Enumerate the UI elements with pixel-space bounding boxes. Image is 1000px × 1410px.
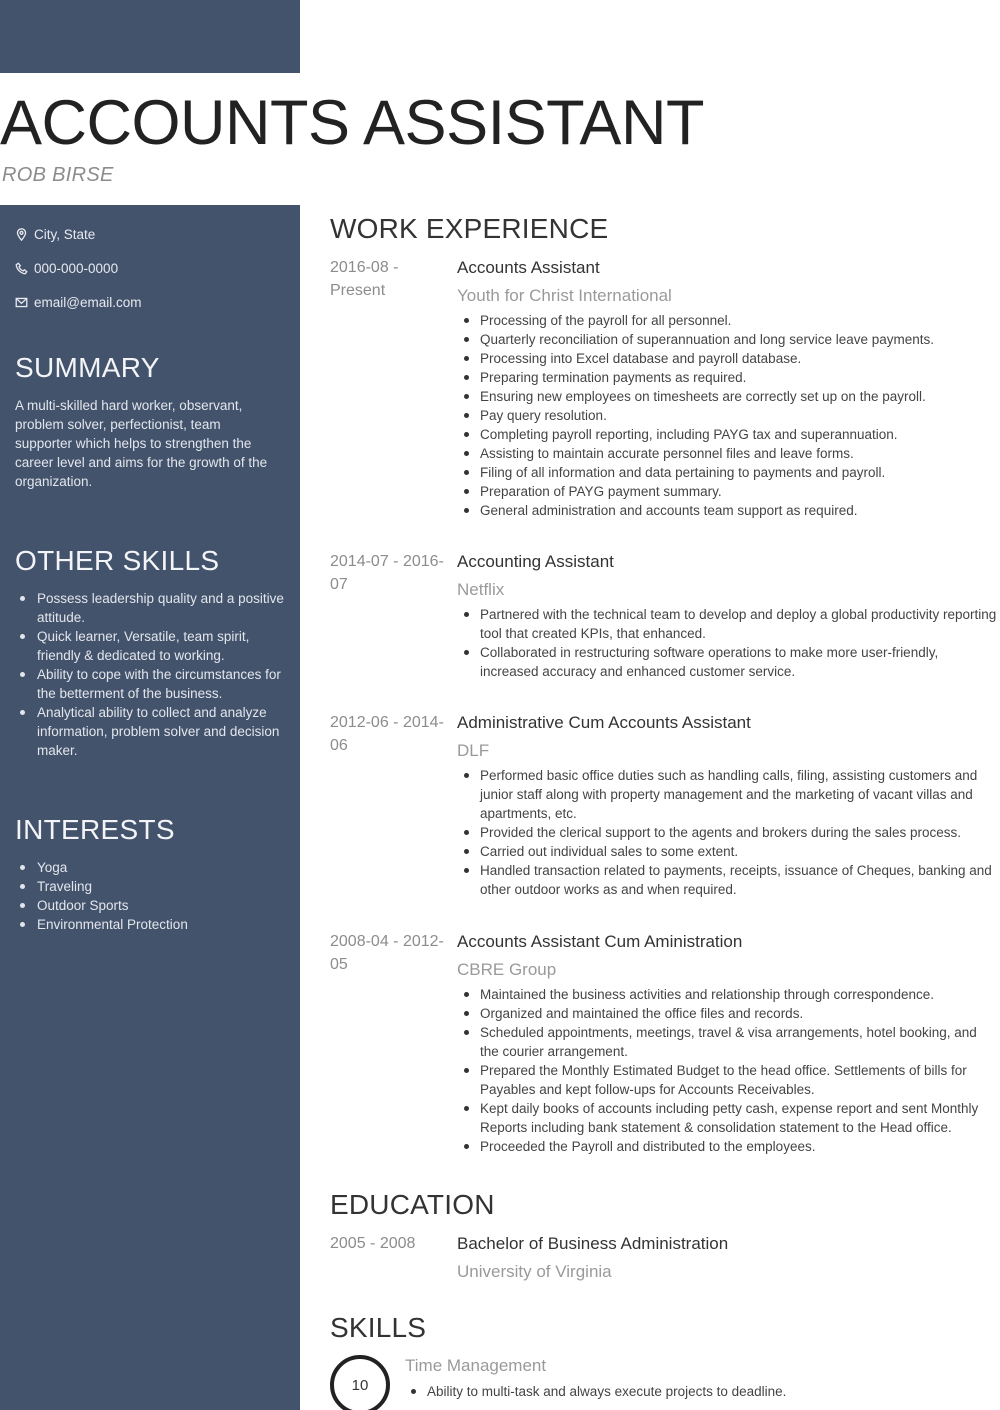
- list-item: Analytical ability to collect and analyze information, problem solver and decision maker.: [15, 703, 290, 760]
- list-item: Handled transaction related to payments, receipts, issuance of Cheques, banking and other outdoor works as and when required.: [457, 861, 997, 899]
- list-item: Quick learner, Versatile, team spirit, friendly & dedicated to working.: [15, 627, 290, 665]
- phone-text: 000-000-0000: [34, 261, 119, 276]
- education-degree: Bachelor of Business Administration: [457, 1234, 729, 1253]
- job-bullets: [457, 985, 997, 1156]
- list-item: Ensuring new employees on timesheets are correctly set up on the payroll.: [457, 387, 997, 406]
- list-item: Partnered with the technical team to develop and deploy a global productivity reporting tool that created KPIs, that enhanced.: [457, 605, 997, 643]
- job-org: Youth for Christ International: [457, 286, 672, 305]
- skill-level-badge: [330, 1355, 390, 1410]
- job-role: Accounting Assistant: [457, 552, 614, 571]
- job-org: DLF: [457, 741, 490, 760]
- education-heading: EDUCATION: [330, 1189, 495, 1220]
- list-item: Traveling: [15, 877, 290, 896]
- job-dates: 2016-08 - Present: [330, 259, 399, 299]
- skill-name: Time Management: [405, 1356, 547, 1375]
- interests-heading: INTERESTS: [15, 814, 175, 845]
- contact-email[interactable]: [15, 295, 141, 310]
- skill-bullets: [405, 1382, 995, 1401]
- other-skills-heading: OTHER SKILLS: [15, 545, 220, 576]
- interests-list: [15, 858, 290, 934]
- education-dates: 2005 - 2008: [330, 1235, 416, 1252]
- job-org: CBRE Group: [457, 960, 557, 979]
- list-item: Processing into Excel database and payroll database.: [457, 349, 997, 368]
- skill-level: 10: [351, 1376, 369, 1394]
- list-item: Organized and maintained the office files and records.: [457, 1004, 997, 1023]
- list-item: Prepared the Monthly Estimated Budget to the head office. Settlements of bills for Payables and kept follow-ups for Accounts Receivables.: [457, 1061, 997, 1099]
- job-org: Netflix: [457, 580, 505, 599]
- list-item: Carried out individual sales to some extent.: [457, 842, 997, 861]
- list-item: Pay query resolution.: [457, 406, 997, 425]
- job-dates: 2014-07 - 2016-07: [330, 553, 444, 593]
- mail-icon: [15, 296, 28, 309]
- summary-heading: SUMMARY: [15, 352, 160, 383]
- list-item: Processing of the payroll for all personnel.: [457, 311, 997, 330]
- job-bullets: [457, 311, 997, 520]
- map-pin-icon: [15, 228, 28, 241]
- other-skills-list: [15, 589, 290, 760]
- list-item: Maintained the business activities and relationship through correspondence.: [457, 985, 997, 1004]
- work-experience-heading: WORK EXPERIENCE: [330, 213, 609, 244]
- location-text: City, State: [34, 227, 96, 242]
- job-role: Accounts Assistant Cum Aministration: [457, 932, 743, 951]
- skills-heading: SKILLS: [330, 1312, 427, 1343]
- resume-title: ACCOUNTS ASSISTANT: [0, 88, 704, 158]
- list-item: Possess leadership quality and a positive attitude.: [15, 589, 290, 627]
- list-item: Collaborated in restructuring software operations to make more user-friendly, increased accuracy and enhanced customer service.: [457, 643, 997, 681]
- contact-location: [15, 227, 95, 242]
- list-item: General administration and accounts team support as required.: [457, 501, 997, 520]
- list-item: Scheduled appointments, meetings, travel & visa arrangements, hotel booking, and the courier arrangement.: [457, 1023, 997, 1061]
- job-role: Accounts Assistant: [457, 258, 600, 277]
- education-school: University of Virginia: [457, 1262, 612, 1281]
- divider-bottom: [0, 205, 300, 208]
- list-item: Provided the clerical support to the agents and brokers during the sales process.: [457, 823, 997, 842]
- list-item: Completing payroll reporting, including PAYG tax and superannuation.: [457, 425, 997, 444]
- job-bullets: [457, 766, 997, 899]
- job-bullets: [457, 605, 997, 681]
- list-item: Preparation of PAYG payment summary.: [457, 482, 997, 501]
- divider-top: [0, 70, 300, 73]
- list-item: Kept daily books of accounts including petty cash, expense report and sent Monthly Reports including bank statement & consolidation statement to the Head office.: [457, 1099, 997, 1137]
- list-item: Ability to cope with the circumstances for the betterment of the business.: [15, 665, 290, 703]
- contact-phone: [15, 261, 118, 276]
- list-item: Outdoor Sports: [15, 896, 290, 915]
- list-item: Proceeded the Payroll and distributed to the employees.: [457, 1137, 997, 1156]
- list-item: Filing of all information and data pertaining to payments and payroll.: [457, 463, 997, 482]
- job-dates: 2012-06 - 2014-06: [330, 714, 444, 754]
- list-item: Assisting to maintain accurate personnel files and leave forms.: [457, 444, 997, 463]
- summary-text: A multi-skilled hard worker, observant, problem solver, perfectionist, team supporter which helps to strengthen the career level and aims for the growth of the organization.: [15, 398, 268, 489]
- list-item: Quarterly reconciliation of superannuation and long service leave payments.: [457, 330, 997, 349]
- job-dates: 2008-04 - 2012-05: [330, 933, 444, 973]
- list-item: Performed basic office duties such as handling calls, filing, assisting customers and junior staff along with property management and the marketing of vacant villas and apartments, etc.: [457, 766, 997, 823]
- list-item: Preparing termination payments as required.: [457, 368, 997, 387]
- list-item: Ability to multi-task and always execute projects to deadline.: [405, 1382, 995, 1401]
- candidate-name: ROB BIRSE: [2, 164, 114, 186]
- list-item: Yoga: [15, 858, 290, 877]
- phone-icon: [15, 262, 28, 275]
- job-role: Administrative Cum Accounts Assistant: [457, 713, 751, 732]
- email-text[interactable]: email@email.com: [34, 295, 142, 310]
- list-item: Environmental Protection: [15, 915, 290, 934]
